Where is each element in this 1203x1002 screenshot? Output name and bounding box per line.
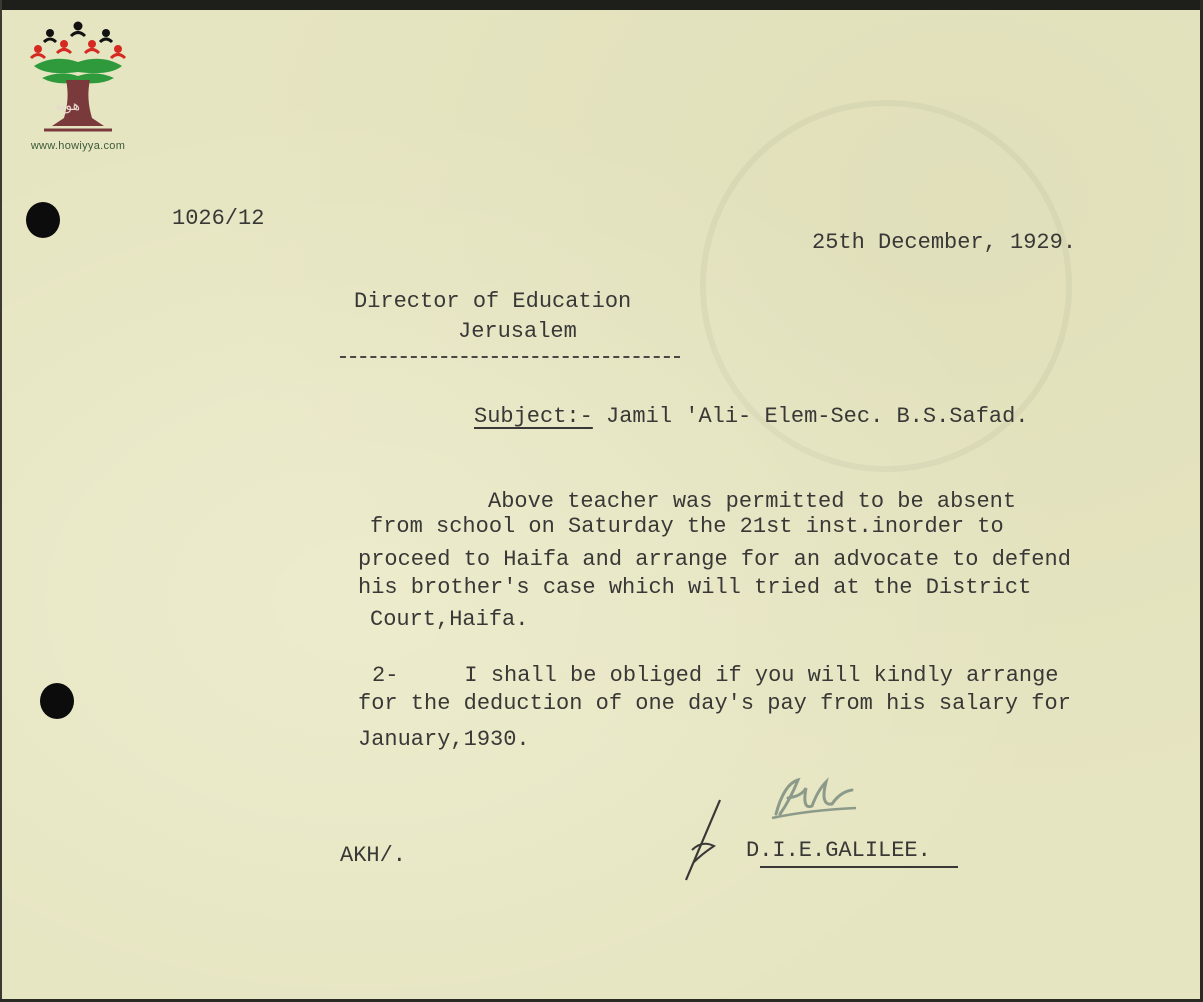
addressee-city: Jerusalem — [458, 319, 577, 344]
addressee-title: Director of Education — [354, 289, 632, 314]
handwritten-signature — [680, 770, 890, 890]
paragraph1-line: his brother's case which will tried at the District — [358, 575, 1032, 600]
watermark-logo — [14, 18, 142, 158]
subject-label: Subject:- — [474, 404, 593, 429]
scan-left-border — [0, 0, 2, 1002]
subject-text: Jamil 'Ali- Elem-Sec. B.S.Safad. — [592, 404, 1029, 429]
punch-hole-bottom — [40, 683, 74, 719]
svg-text:هوية: هوية — [54, 98, 81, 114]
punch-hole-top — [26, 202, 60, 238]
paragraph1-line: from school on Saturday the 21st inst.inorder to — [370, 514, 1004, 539]
paragraph2-line: 2- I shall be obliged if you will kindly arrange — [372, 663, 1059, 688]
letter-date: 25th December, 1929. — [812, 230, 1077, 255]
watermark-url[interactable]: www.howiyya.com — [30, 140, 126, 152]
paragraph2-line: for the deduction of one day's pay from his salary for — [358, 691, 1071, 716]
tree-logo-icon — [14, 18, 142, 140]
scan-top-border — [0, 0, 1203, 10]
paragraph2-line: January,1930. — [358, 727, 530, 752]
subject-line — [474, 404, 1029, 429]
paragraph1-line: proceed to Haifa and arrange for an advocate to defend — [358, 547, 1071, 572]
signer-title: D.I.E.GALILEE. — [746, 838, 931, 863]
typist-initials: AKH/. — [340, 843, 407, 868]
paragraph1-line: Above teacher was permitted to be absent — [488, 489, 1017, 514]
reference-number: 1026/12 — [172, 206, 265, 231]
signer-underline — [760, 866, 958, 868]
paragraph1-line: Court,Haifa. — [370, 607, 529, 632]
address-divider — [340, 356, 680, 358]
